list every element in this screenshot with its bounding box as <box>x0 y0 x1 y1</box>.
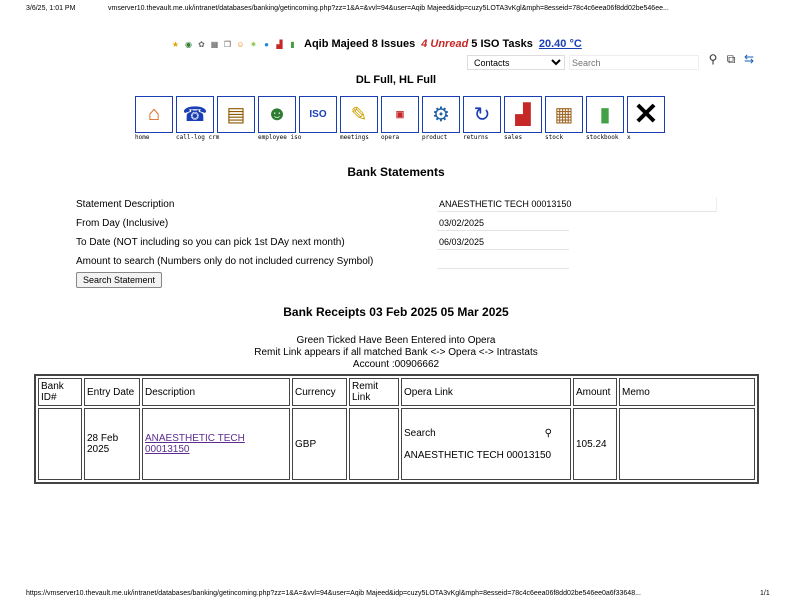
account-number: Account :00906662 <box>352 359 440 370</box>
from-date-field[interactable]: 03/02/2025 <box>437 216 569 231</box>
sun-icon[interactable]: ✷ <box>250 39 257 49</box>
form-row-amount <box>76 254 726 273</box>
cell-amount: 105.24 <box>573 408 617 480</box>
chart-icon[interactable]: ▟ <box>276 39 283 49</box>
toolbar-label[interactable]: returns <box>463 134 489 141</box>
print-date: 3/6/25, 1:01 PM <box>26 5 76 12</box>
cash-register-icon[interactable]: ▤ <box>217 96 255 133</box>
toolbar-meetings[interactable] <box>340 96 380 141</box>
info-block <box>0 335 792 371</box>
temperature-link[interactable]: 20.40 °C <box>538 38 582 50</box>
to-date-field[interactable]: 06/03/2025 <box>437 235 569 250</box>
toolbar-till[interactable] <box>217 96 257 141</box>
description-link[interactable]: ANAESTHETIC TECH 00013150 <box>145 433 245 455</box>
box-icon[interactable]: ▦ <box>545 96 583 133</box>
top-status-bar <box>170 34 582 54</box>
main-toolbar <box>135 96 668 141</box>
home-icon[interactable]: ⌂ <box>135 96 173 133</box>
dl-status: DL Full, HL Full <box>355 74 437 86</box>
toolbar-label[interactable]: opera <box>381 134 400 141</box>
toolbar-label[interactable]: employee iso <box>258 134 302 141</box>
chat-icon[interactable]: ● <box>264 39 269 49</box>
info-line: Remit Link appears if all matched Bank <-> Opera <-> Intrastats <box>254 347 538 358</box>
description-field[interactable]: ANAESTHETIC TECH 00013150 <box>437 197 717 212</box>
cell-remit-link <box>349 408 399 480</box>
print-header <box>0 0 792 18</box>
cell-entry-date: 28 Feb 2025 <box>84 408 140 480</box>
close-icon[interactable]: ✕ <box>627 96 665 133</box>
gear-icon[interactable]: ⚙ <box>422 96 460 133</box>
page-title: Bank Statements <box>347 165 445 179</box>
amount-field[interactable] <box>437 254 569 269</box>
flower-icon[interactable]: ✿ <box>198 39 205 49</box>
book-icon[interactable]: ▮ <box>586 96 624 133</box>
print-footer <box>0 586 792 602</box>
phone-icon[interactable]: ☎ <box>176 96 214 133</box>
returns-icon[interactable]: ↻ <box>463 96 501 133</box>
toolbar-label[interactable]: home <box>135 134 150 141</box>
mini-icon-row <box>170 39 298 50</box>
refresh-arrows-icon[interactable]: ⇆ <box>743 52 755 66</box>
info-line: Green Ticked Have Been Entered into Opera <box>296 335 496 346</box>
search-input[interactable] <box>569 55 699 70</box>
table-row <box>38 408 755 480</box>
contacts-select[interactable] <box>467 55 565 70</box>
col-memo: Memo <box>619 378 755 406</box>
globe-icon[interactable]: ◉ <box>185 39 192 49</box>
opera-search-placeholder: Search <box>404 427 436 439</box>
search-statement-button[interactable]: Search Statement <box>76 272 162 288</box>
user-name[interactable]: Aqib Majeed <box>304 38 369 50</box>
toolbar-returns[interactable] <box>463 96 503 141</box>
toolbar-product[interactable] <box>422 96 462 141</box>
cell-memo[interactable] <box>619 408 755 480</box>
opera-data-icon[interactable]: ▣ <box>381 96 419 133</box>
page-number: 1/1 <box>760 590 770 597</box>
issues-count[interactable]: 8 Issues <box>371 38 416 50</box>
table-icon[interactable]: ▦ <box>210 39 219 49</box>
toolbar-iso[interactable] <box>299 96 339 141</box>
toolbar-opera[interactable] <box>381 96 421 141</box>
toolbar-home[interactable] <box>135 96 175 141</box>
amount-label: Amount to search (Numbers only do not included currency Symbol) <box>76 256 374 267</box>
toolbar-label[interactable]: sales <box>504 134 523 141</box>
star-icon[interactable]: ★ <box>171 39 180 49</box>
toolbar-call-log[interactable] <box>176 96 220 141</box>
unread-count[interactable]: 4 Unread <box>421 38 469 50</box>
cell-description <box>142 408 290 480</box>
sales-icon[interactable]: ▟ <box>504 96 542 133</box>
cell-opera-link <box>401 408 571 480</box>
search-icon[interactable]: ⚲ <box>544 427 552 439</box>
smile-icon[interactable]: ☺ <box>236 39 245 49</box>
statement-form <box>76 197 726 273</box>
print-footer-url: https://vmserver10.thevault.me.uk/intranet/databases/banking/getincoming.php?zz=1&A=&vvl=94&user=Aqib Majeed&idp=cuzy5LOTA3vKgl&mph=8esseid=78c4c6eea06f8dd02be546ee0a6f33648... <box>26 590 641 597</box>
leaf-icon[interactable]: ▮ <box>290 39 295 49</box>
toolbar-label[interactable]: meetings <box>340 134 369 141</box>
opera-search-input[interactable] <box>404 428 554 439</box>
toolbar-label[interactable]: stock <box>545 134 564 141</box>
toolbar-stock[interactable] <box>545 96 585 141</box>
description-label: Statement Description <box>76 199 175 210</box>
col-currency: Currency <box>292 378 347 406</box>
toolbar-close[interactable] <box>627 96 667 141</box>
magnifier-icon[interactable]: ⚲ <box>708 52 718 66</box>
receipts-title: Bank Receipts 03 Feb 2025 05 Mar 2025 <box>283 305 509 319</box>
employees-icon[interactable]: ☻ <box>258 96 296 133</box>
toolbar-stockbook[interactable] <box>586 96 626 141</box>
external-link-icon[interactable]: ⧉ <box>726 52 736 66</box>
toolbar-label[interactable]: call-log crm <box>176 134 220 141</box>
toolbar-label[interactable]: x <box>627 134 631 141</box>
form-row-description <box>76 197 726 216</box>
col-description: Description <box>142 378 290 406</box>
toolbar-label[interactable]: stockbook <box>586 134 619 141</box>
copy-icon[interactable]: ❐ <box>223 39 232 49</box>
toolbar-sales[interactable] <box>504 96 544 141</box>
form-row-to <box>76 235 726 254</box>
toolbar-employee[interactable] <box>258 96 302 141</box>
receipts-table <box>34 374 759 484</box>
cell-bank-id <box>38 408 82 480</box>
form-row-from <box>76 216 726 235</box>
iso-tasks[interactable]: 5 ISO Tasks <box>471 38 533 50</box>
iso-icon[interactable]: ISO <box>299 96 337 133</box>
col-entry-date: Entry Date <box>84 378 140 406</box>
top-icons <box>706 52 756 66</box>
to-date-label: To Date (NOT including so you can pick 1st DAy next month) <box>76 237 345 248</box>
table-header-row <box>38 378 755 406</box>
notepad-icon[interactable]: ✎ <box>340 96 378 133</box>
opera-match-text: ANAESTHETIC TECH 00013150 <box>404 449 552 461</box>
col-bank-id: Bank ID# <box>38 378 82 406</box>
col-amount: Amount <box>573 378 617 406</box>
col-opera-link: Opera Link <box>401 378 571 406</box>
toolbar-label[interactable]: product <box>422 134 448 141</box>
cell-currency: GBP <box>292 408 347 480</box>
from-date-label: From Day (Inclusive) <box>76 218 169 229</box>
col-remit-link: Remit Link <box>349 378 399 406</box>
print-url: vmserver10.thevault.me.uk/intranet/databases/banking/getincoming.php?zz=1&A=&vvl=94&user=Aqib Majeed&idp=cuzy5LOTA3vKgl&mph=8esseid=78c4c6eea06f8dd02be546ee... <box>108 5 669 12</box>
